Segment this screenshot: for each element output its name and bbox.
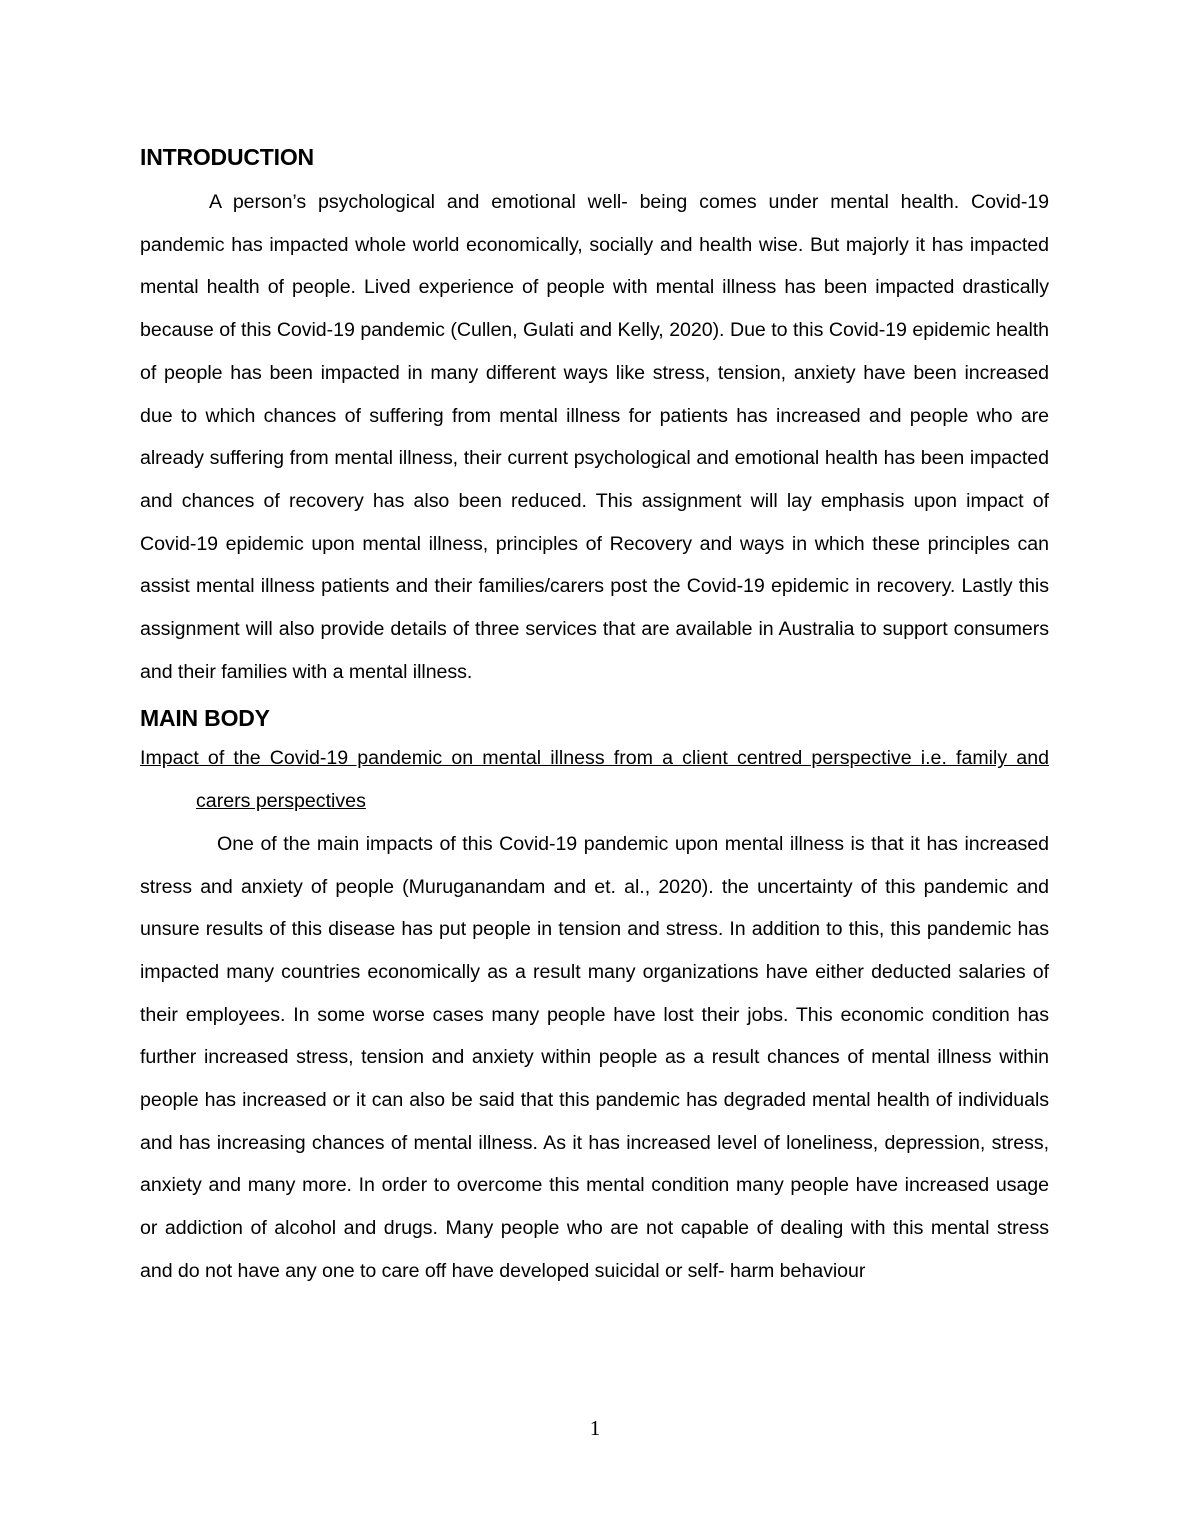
main-body-heading: MAIN BODY (140, 705, 270, 732)
introduction-heading: INTRODUCTION (140, 144, 314, 170)
page-content (140, 138, 1049, 1293)
page-number: 1 (589, 1416, 601, 1440)
impact-subheading: Impact of the Covid-19 pandemic on mental illness from a client centred perspective i.e. family and carers perspectives (140, 747, 1049, 813)
introduction-paragraph: A person’s psychological and emotional well- being comes under mental health. Covid-19 pandemic has impacted whole world economically, socially and health wise. But majorly it has impacted mental health of people. Lived experience of people with mental illness has been impacted drastically because of this Covid-19 pandemic (Cullen, Gulati and Kelly, 2020). Due to this Covid-19 epidemic health of people has been impacted in many different ways like stress, tension, anxiety have been increased due to which chances of suffering from mental illness for patients has increased and people who are already suffering from mental illness, their current psychological and emotional health has been impacted and chances of recovery has also been reduced. This assignment will lay emphasis upon impact of Covid-19 epidemic upon mental illness, principles of Recovery and ways in which these principles can assist mental illness patients and their families/carers post the Covid-19 epidemic in recovery. Lastly this assignment will also provide details of three services that are available in Australia to support consumers and their families with a mental illness. (140, 191, 1049, 683)
main-body-paragraph: One of the main impacts of this Covid-19 pandemic upon mental illness is that it has increased stress and anxiety of people (Muruganandam and et. al., 2020). the uncertainty of this pandemic and unsure results of this disease has put people in tension and stress. In addition to this, this pandemic has impacted many countries economically as a result many organizations have either deducted salaries of their employees. In some worse cases many people have lost their jobs. This economic condition has further increased stress, tension and anxiety within people as a result chances of mental illness within people has increased or it can also be said that this pandemic has degraded mental health of individuals and has increasing chances of mental illness. As it has increased level of loneliness, depression, stress, anxiety and many more. In order to overcome this mental condition many people have increased usage or addiction of alcohol and drugs. Many people who are not capable of dealing with this mental stress and do not have any one to care off have developed suicidal or self- harm behaviour (140, 832, 1049, 1282)
